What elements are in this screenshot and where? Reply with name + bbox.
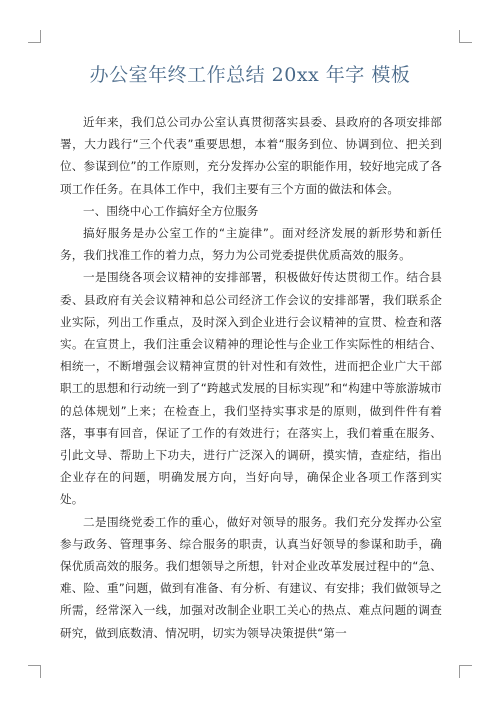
- intro-paragraph: 近年来，我们总公司办公室认真贯彻落实县委、县政府的各项安排部署，大力践行“三个代表”重要思想，本着“服务到位、协调到位、把关到位、参谋到位”的工作原则，充分发挥办公室的职能作用，较好地完成了各项工作任务。在具体工作中，我们主要有三个方面的做法和体会。: [60, 115, 442, 196]
- document-body: [60, 111, 442, 644]
- section-heading: 一、围绕中心工作搞好全方位服务: [83, 203, 259, 218]
- document-title: 办公室年终工作总结 20xx 年字 模板: [89, 64, 411, 86]
- crop-mark-bottom-left: [28, 665, 41, 678]
- crop-mark-top-left: [28, 30, 41, 43]
- paragraph-leadership-service: 二是围绕党委工作的重心，做好对领导的服务。我们充分发挥办公室参与政务、管理事务、综合服务的职责，认真当好领导的参谋和助手，确保优质高效的服务。我们想领导之所想，针对企业改革发展过程中的“急、难、险、重”问题，做到有准备、有分析、有建议、有安排；我们做领导之所需，经常深入一线，加强对改制企业职工关心的热点、难点问题的调查研究，做到底数清、情况明，切实为领导决策提供“第一: [60, 514, 442, 640]
- paragraph-meeting-spirit: 一是围绕各项会议精神的安排部署，积极做好传达贯彻工作。结合县委、县政府有关会议精神和总公司经济工作会议的安排部署，我们联系企业实际，列出工作重点，及时深入到企业进行会议精神的宣贯、检查和落实。在宣贯上，我们注重会议精神的理论性与企业工作实际性的相结合、相统一，不断增强会议精神宣贯的针对性和有效性，进而把企业广大干部职工的思想和行动统一到了“跨越式发展的目标实现”和“构建中等旅游城市的总体规划”上来；在检查上，我们坚持实事求是的原则，做到件件有着落，事事有回音，保证了工作的有效进行；在落实上，我们着重在服务、引此文导、帮助上下功夫，进行广泛深入的调研，摸实情，查症结，指出企业存在的问题，明确发展方向，当好向导，确保企业各项工作落到实处。: [60, 270, 442, 507]
- crop-mark-top-right: [459, 30, 472, 43]
- crop-mark-bottom-right: [459, 665, 472, 678]
- paragraph-service: 搞好服务是办公室工作的“主旋律”。面对经济发展的新形势和新任务，我们找准工作的着力点，努力为公司党委提供优质高效的服务。: [60, 226, 442, 263]
